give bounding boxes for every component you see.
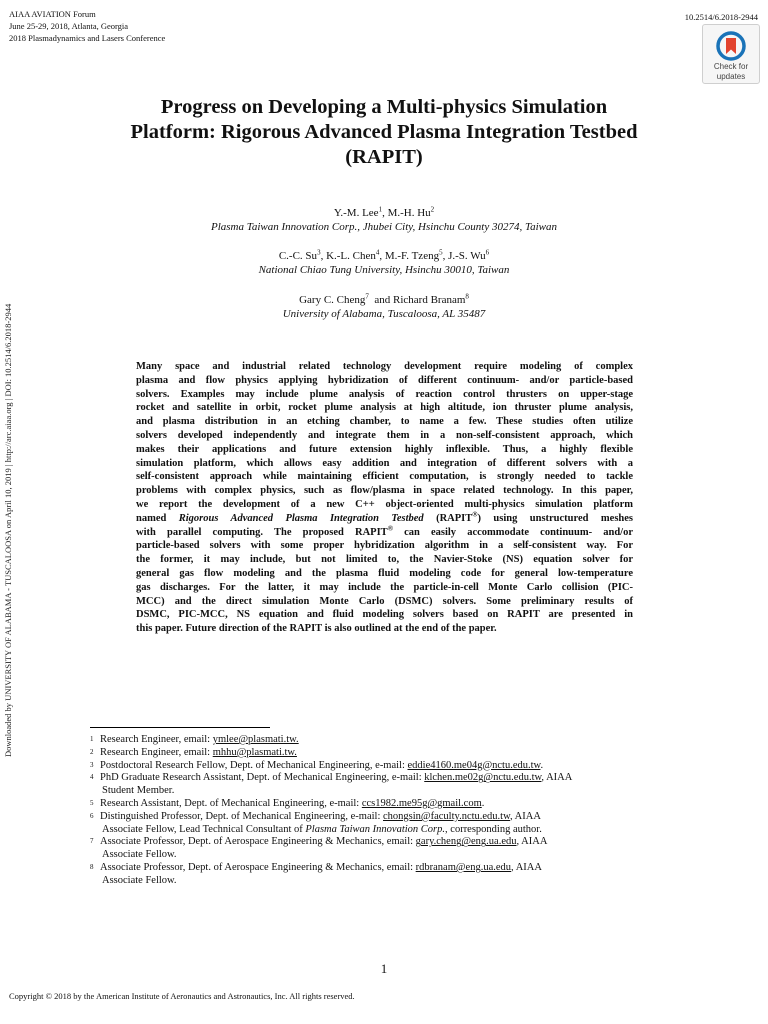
footnote — [90, 760, 690, 773]
footnote-number: 3 — [90, 760, 94, 769]
footnote-number: 7 — [90, 837, 94, 846]
footnote-text: Associate Professor, Dept. of Aerospace Engineering & Mechanics, email: gary.cheng@eng.ua.edu, AIAA — [100, 836, 548, 848]
abstract-line: gas discharges. For the latter, it may include the particle-in-cell Monte Carlo collision (PIC- — [136, 581, 633, 593]
author-sup: 1 — [378, 205, 383, 214]
email-link[interactable]: klchen.me02g@nctu.edu.tw — [424, 772, 542, 784]
email-link[interactable]: chongsin@faculty.nctu.edu.tw — [383, 810, 510, 822]
download-sidebar: Downloaded by UNIVERSITY OF ALABAMA - TUSCALOOSA on April 10, 2019 | http://arc.aiaa.org | DOI: 10.2514/6.2018-2944 — [3, 303, 13, 757]
footnote-number: 8 — [90, 862, 94, 871]
abstract-line: self-consistent approach while maintaining efficient computation, is strongly needed to tackle — [136, 471, 633, 483]
italic-text: Plasma Taiwan Innovation Corp. — [305, 823, 446, 835]
footnote — [90, 747, 690, 760]
footnote — [90, 849, 690, 862]
conference-line: AIAA AVIATION Forum — [9, 9, 96, 19]
footnote-text: PhD Graduate Research Assistant, Dept. of Mechanical Engineering, e-mail: klchen.me02g@nctu.edu.tw, AIAA — [100, 772, 573, 784]
email-link[interactable]: gary.cheng@eng.ua.edu — [415, 836, 517, 848]
abstract-line: MCC) and the direct simulation Monte Carlo (DSMC) solvers. Some preliminary results of — [136, 595, 633, 607]
paper-title — [80, 95, 688, 170]
title-line: (RAPIT) — [345, 146, 423, 168]
author-name: M.-H. Hu — [387, 207, 431, 219]
abstract-line: we report the development of a new C++ object-oriented multi-physics simulation platform — [136, 498, 633, 510]
title-line: Platform: Rigorous Advanced Plasma Integration Testbed — [130, 121, 638, 143]
author-group-3 — [80, 293, 688, 321]
author-sup: 6 — [485, 248, 490, 257]
conference-line: 2018 Plasmadynamics and Lasers Conference — [9, 33, 166, 43]
footnote-number: 5 — [90, 798, 94, 807]
copyright-notice: Copyright © 2018 by the American Institute of Aeronautics and Astronautics, Inc. All rights reserved. — [9, 991, 355, 1001]
footnote-text: Associate Fellow. — [102, 874, 177, 886]
author-line: C.-C. Su$^3$, K.-L. Chen$^4$, M.-F. Tzeng$^5$, J.-S. Wu$^6$ — [278, 248, 490, 262]
footnote — [90, 772, 690, 785]
email-link[interactable]: eddie4160.me04g@nctu.edu.tw — [407, 759, 541, 771]
author-name: Y.-M. Lee — [333, 207, 379, 219]
page-number: 1 — [380, 961, 388, 976]
abstract-line: makes their applications and future extension highly inflexible. Thus, a highly flexible — [136, 443, 633, 455]
footnote — [90, 862, 690, 875]
abstract-line: problems with complex physics, such as flow/plasma in space related technology. In this paper, — [136, 485, 633, 497]
footnote — [90, 785, 690, 798]
email-link[interactable]: ymlee@plasmati.tw. — [212, 734, 299, 745]
author-name: Gary C. Cheng — [299, 294, 366, 306]
author-line: Y.-M. Lee$^1$, M.-H. Hu$^2$ — [333, 205, 435, 219]
registered-mark: ® — [387, 524, 393, 533]
abstract-line: this paper. Future direction of the RAPIT is also outlined at the end of the paper. — [136, 623, 497, 635]
footnote — [90, 798, 690, 811]
footnote — [90, 836, 690, 849]
abstract-line: plasma and flow physics applying hybridization of different continuum- and/or particle-based — [136, 374, 633, 386]
footnote — [90, 824, 690, 837]
author-sup: 3 — [317, 248, 321, 257]
conference-info — [9, 8, 165, 44]
footnote-text: Research Assistant, Dept. of Mechanical Engineering, e-mail: ccs1982.me95g@gmail.com. — [100, 797, 485, 809]
footnote-divider — [90, 727, 270, 728]
doi-header[interactable]: 10.2514/6.2018-2944 — [684, 12, 758, 22]
abstract-line: with parallel computing. The proposed RAPIT® can easily accommodate continuum- and/or — [136, 524, 633, 538]
badge-label: updates — [716, 72, 746, 81]
footnote-number: 6 — [90, 811, 94, 820]
footnote — [90, 875, 690, 888]
email-link[interactable]: rdbranam@eng.ua.edu — [415, 861, 512, 873]
abstract-line: DSMC, PIC-MCC, NS equation and fluid modeling solvers based on RAPIT are presented in — [136, 609, 633, 621]
footnote-text: Associate Professor, Dept. of Aerospace Engineering & Mechanics, email: rdbranam@eng.ua.edu, AIAA — [100, 861, 542, 873]
author-name: J.-S. Wu — [448, 250, 486, 262]
author-sup: 2 — [430, 205, 435, 214]
footnote-text: Postdoctoral Research Fellow, Dept. of Mechanical Engineering, e-mail: eddie4160.me04g@nctu.edu.tw. — [100, 759, 544, 771]
footnote-number: 1 — [90, 735, 94, 743]
institution: Plasma Taiwan Innovation Corp., Jhubei City, Hsinchu County 30274, Taiwan — [210, 221, 557, 233]
abstract-line: general gas flow modeling and the plasma fluid modeling code for general low-temperature — [136, 567, 633, 579]
abstract-line: and plasma distribution in an etching chamber, to name a few. These studies often utilize — [136, 416, 633, 428]
institution: National Chiao Tung University, Hsinchu 30010, Taiwan — [258, 264, 510, 276]
abstract-line: named Rigorous Advanced Plasma Integration Testbed (RAPIT®) using unstructured meshes — [136, 510, 633, 524]
author-name: M.-F. Tzeng — [384, 250, 440, 262]
author-line: Gary C. Cheng$^7$ and Richard Branam$^8$ — [299, 292, 469, 306]
abstract-line: solvers. Examples may include plume analysis of reaction control thrusters on upper-stage — [136, 388, 633, 400]
author-sup: 5 — [439, 248, 443, 257]
abstract-line: simulation platform, which allows easy addition and integration of different solvers with a — [136, 457, 633, 469]
abstract-line: solvers developed independently and integrate them in a non-self-consistent approach, which — [136, 429, 633, 441]
italic-text: Rigorous Advanced Plasma Integration Testbed — [178, 512, 424, 524]
author-name: K.-L. Chen — [326, 250, 376, 262]
bookmark-icon — [716, 31, 746, 61]
abstract-line: the former, it may include, but not limited to, the Navier-Stoke (NS) equation solver for — [136, 554, 633, 566]
author-group-2 — [80, 249, 688, 277]
registered-mark: ® — [472, 510, 478, 519]
footnote — [90, 734, 690, 747]
footnote-text: Student Member. — [102, 785, 175, 797]
abstract — [136, 360, 633, 636]
email-link[interactable]: mhhu@plasmati.tw. — [212, 746, 297, 758]
author-sup: 4 — [375, 248, 380, 257]
title-line: Progress on Developing a Multi-physics Simulation — [160, 96, 608, 118]
conference-line: June 25-29, 2018, Atlanta, Georgia — [9, 21, 129, 31]
footnote-text: Research Engineer, email: ymlee@plasmati.tw. — [100, 734, 299, 745]
footnote-text: Research Engineer, email: mhhu@plasmati.tw. — [100, 746, 297, 758]
abstract-line: Many space and industrial related technology development require modeling of complex — [136, 361, 633, 372]
badge-label: Check for — [713, 62, 749, 71]
author-name: C.-C. Su — [278, 250, 318, 262]
author-name: Richard Branam — [393, 294, 466, 306]
footnote-number: 4 — [90, 773, 94, 782]
footnotes — [90, 734, 690, 888]
author-group-1 — [80, 206, 688, 234]
footnote-text: Associate Fellow. — [102, 849, 177, 861]
footnote-text: Associate Fellow, Lead Technical Consultant of Plasma Taiwan Innovation Corp., corresponding author. — [102, 823, 542, 835]
abstract-line: rocket and satellite in orbit, rocket plume analysis at high altitude, ion thruster plume analysis, — [136, 402, 633, 414]
check-for-updates-badge[interactable] — [702, 24, 760, 84]
email-link[interactable]: ccs1982.me95g@gmail.com — [361, 797, 482, 809]
institution: University of Alabama, Tuscaloosa, AL 35487 — [282, 308, 486, 320]
author-sup: 7 — [365, 292, 369, 301]
footnote — [90, 811, 690, 824]
author-sup: 8 — [465, 292, 469, 301]
footnote-number: 2 — [90, 747, 94, 756]
abstract-line: particle-based solvers with some proper hybridization algorithm in a self-consistent way. For — [136, 540, 633, 552]
footnote-text: Distinguished Professor, Dept. of Mechanical Engineering, e-mail: chongsin@faculty.nctu.edu.tw, AIAA — [100, 810, 541, 822]
